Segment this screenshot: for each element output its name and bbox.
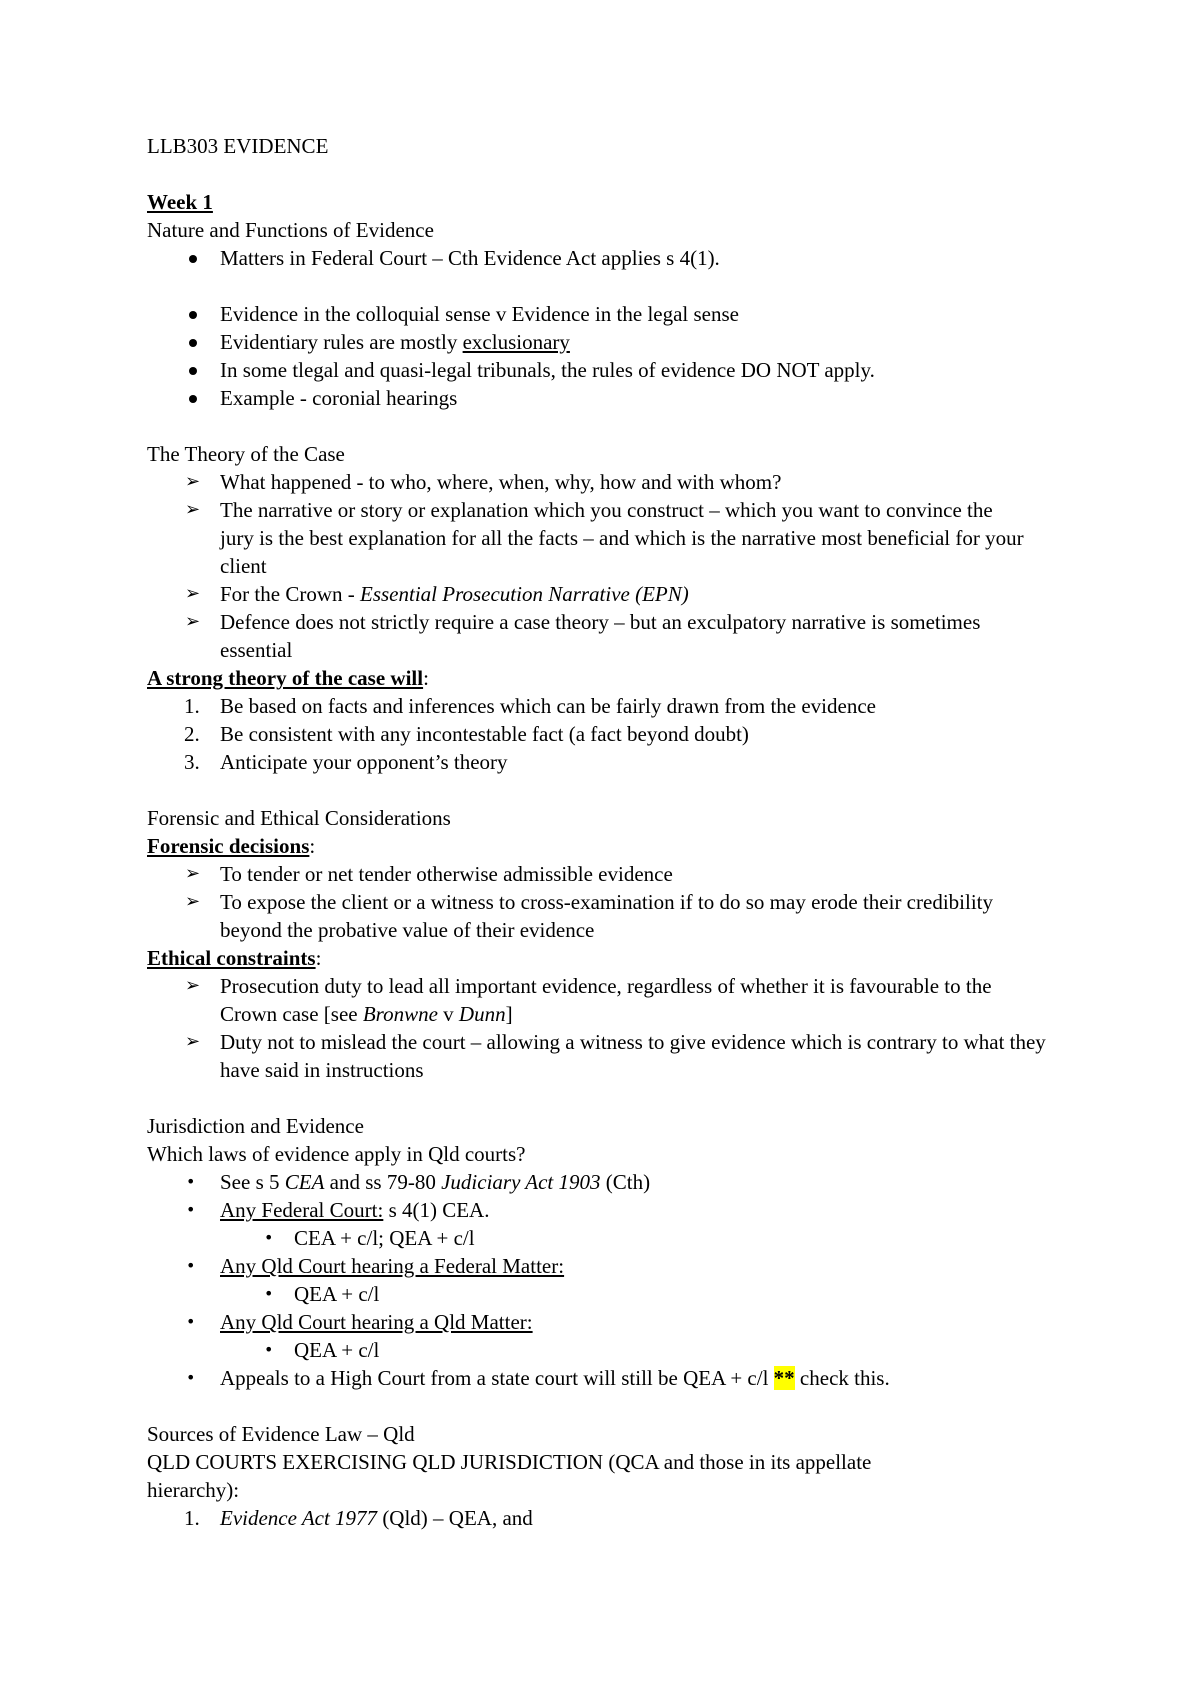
list-item: Matters in Federal Court – Cth Evidence Act applies s 4(1).	[147, 244, 1067, 272]
bullet-icon	[185, 356, 201, 384]
arrow-bullet-icon: ➢	[185, 975, 201, 996]
document-page	[147, 132, 1067, 1532]
arrow-bullet-icon: ➢	[185, 611, 201, 632]
jurisdiction-question: Which laws of evidence apply in Qld courts?	[147, 1142, 526, 1166]
list-item: ➢ Defence does not strictly require a case theory – but an exculpatory narrative is sometimes essential	[185, 610, 981, 662]
arrow-bullet-icon: ➢	[185, 499, 201, 520]
theory-arrow-list	[147, 468, 1067, 664]
underlined-term: exclusionary	[462, 330, 570, 354]
strong-theory-numbered-list	[147, 692, 1067, 776]
ethical-constraints-heading: Ethical constraints:	[147, 946, 322, 970]
list-item: ➢ To expose the client or a witness to cross-examination if to do so may erode their credibility beyond the probative value of their evidence	[185, 890, 993, 942]
list-item: 1. Evidence Act 1977 (Qld) – QEA, and	[184, 1506, 533, 1530]
bullet-icon	[185, 384, 201, 412]
strong-theory-heading: A strong theory of the case will:	[147, 666, 429, 690]
list-item: • CEA + c/l; QEA + c/l	[264, 1226, 475, 1250]
jurisdiction-list	[147, 1168, 1067, 1392]
list-item: • See s 5 CEA and ss 79-80 Judiciary Act 1903 (Cth)	[186, 1170, 651, 1194]
bullet-icon	[185, 300, 201, 328]
list-item: Evidentiary rules are mostly exclusionary	[147, 328, 1067, 356]
forensic-arrow-list	[147, 860, 1067, 944]
list-item: ➢ To tender or net tender otherwise admissible evidence	[185, 862, 673, 886]
section-heading-forensic-ethical: Forensic and Ethical Considerations	[147, 806, 451, 830]
sources-numbered-list	[147, 1504, 1067, 1532]
list-item: Example - coronial hearings	[147, 384, 1067, 412]
list-item: In some tlegal and quasi-legal tribunals, the rules of evidence DO NOT apply.	[147, 356, 1067, 384]
ethical-arrow-list	[147, 972, 1067, 1084]
section-heading-theory: The Theory of the Case	[147, 442, 345, 466]
list-item: • QEA + c/l	[264, 1282, 380, 1306]
forensic-decisions-heading: Forensic decisions:	[147, 834, 316, 858]
week-heading: Week 1	[147, 190, 213, 214]
list-item: • Any Qld Court hearing a Qld Matter:	[186, 1310, 533, 1334]
list-item: • Appeals to a High Court from a state court will still be QEA + c/l ** check this.	[186, 1366, 890, 1390]
highlight-mark: **	[773, 1366, 795, 1390]
list-item: • Any Federal Court: s 4(1) CEA.	[186, 1198, 490, 1222]
sources-paragraph: QLD COURTS EXERCISING QLD JURISDICTION (QCA and those in its appellate hierarchy):	[147, 1450, 872, 1502]
section-heading-sources: Sources of Evidence Law – Qld	[147, 1422, 415, 1446]
bullet-icon	[185, 328, 201, 356]
list-item: • QEA + c/l	[264, 1338, 380, 1362]
list-item: ➢ The narrative or story or explanation which you construct – which you want to convince the jury is the best explanation for all the facts – and which is the narrative most beneficial for your client	[185, 498, 1024, 578]
arrow-bullet-icon: ➢	[185, 583, 201, 604]
list-item: ➢ Prosecution duty to lead all important evidence, regardless of whether it is favourable to the Crown case [see Bronwne v Dunn]	[185, 974, 992, 1026]
arrow-bullet-icon: ➢	[185, 1031, 201, 1052]
bullet-icon	[185, 244, 201, 272]
arrow-bullet-icon: ➢	[185, 863, 201, 884]
section-heading-nature: Nature and Functions of Evidence	[147, 218, 434, 242]
list-item: ➢ Duty not to mislead the court – allowing a witness to give evidence which is contrary to what they have said in instructions	[185, 1030, 1046, 1082]
list-item: 3. Anticipate your opponent’s theory	[184, 750, 508, 774]
list-item: ➢ For the Crown - Essential Prosecution Narrative (EPN)	[185, 582, 689, 606]
list-item: 1. Be based on facts and inferences which can be fairly drawn from the evidence	[184, 694, 876, 718]
section-heading-jurisdiction: Jurisdiction and Evidence	[147, 1114, 364, 1138]
list-item: Evidence in the colloquial sense v Evidence in the legal sense	[147, 300, 1067, 328]
arrow-bullet-icon: ➢	[185, 471, 201, 492]
list-item: ➢ What happened - to who, where, when, why, how and with whom?	[185, 470, 782, 494]
nature-bullet-list	[147, 244, 1067, 412]
document-title: LLB303 EVIDENCE	[147, 134, 329, 158]
list-item: 2. Be consistent with any incontestable fact (a fact beyond doubt)	[184, 722, 749, 746]
list-item: • Any Qld Court hearing a Federal Matter:	[186, 1254, 565, 1278]
arrow-bullet-icon: ➢	[185, 891, 201, 912]
